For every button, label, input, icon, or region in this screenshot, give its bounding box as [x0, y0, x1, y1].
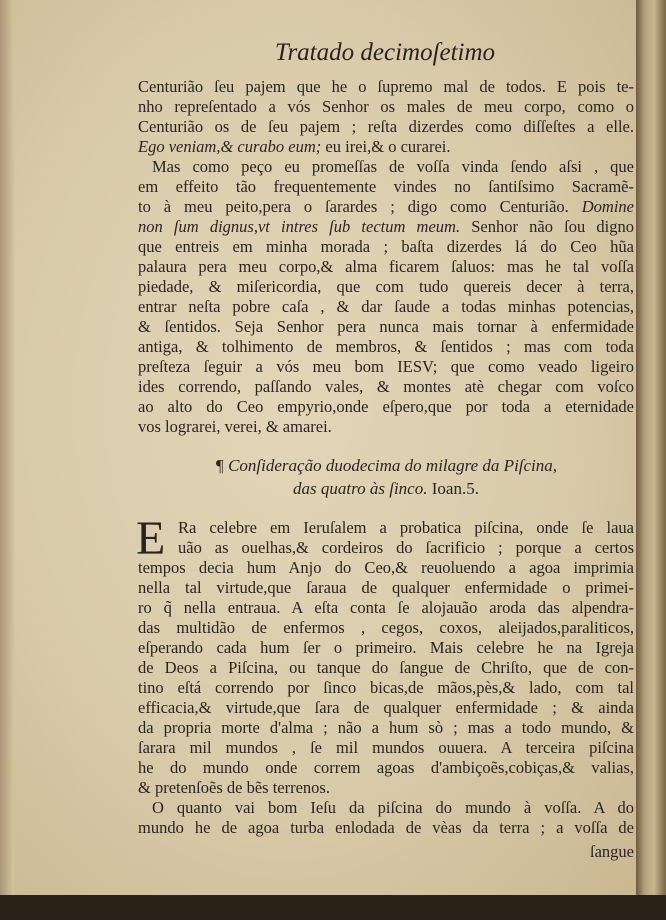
text-line: de Deos a Piſcina, ou tanque do ſangue de Chriſto, que de con-: [138, 658, 634, 677]
body-text-top: [138, 77, 634, 437]
text-line: entrar neſta pobre caſa , & dar ſaude a todas minhas potencias,: [138, 297, 634, 316]
text-line: da propria morte d'alma ; não a hum sò ; mas a todo mundo, &: [138, 718, 634, 737]
heading-line: [138, 477, 634, 500]
text-line: vos lograrei, verei, & amarei.: [138, 417, 332, 436]
scripture-reference: Ioan.5.: [431, 479, 479, 498]
text-line: ides correndo, paſſando vales, & montes atè chegar com voſco: [138, 377, 634, 396]
latin-quote: non ſum dignus,vt intres ſub tectum meum.: [138, 217, 461, 236]
text-line: nho repreſentado a vós Senhor os males de meu corpo, como o: [138, 97, 634, 116]
text-line: he do mundo onde correm agoas d'ambiçoẽs,cobiças,& valias,: [138, 758, 634, 777]
text-span: eu irei,& o curarei.: [321, 137, 451, 156]
text-line: tempos decia hum Anjo do Ceo,& reuoluendo a agoa imprimia: [138, 558, 634, 577]
section-heading: [138, 454, 634, 500]
text-line: efficacia,& virtude,que ſara de qualquer enfermidade ; & ainda: [138, 698, 634, 717]
latin-quote: Ego veniam,& curabo eum;: [138, 137, 322, 156]
text-line: Centurião ſeu pajem que he o ſupremo mal de todos. E pois te-: [138, 77, 634, 96]
text-line: em effeito tão frequentemente vindes no ſantiſsimo Sacramẽ-: [138, 177, 634, 196]
text-line: Mas como peço eu promeſſas de voſſa vinda ſendo aſsi , que: [152, 157, 634, 176]
scan-bottom-border: [0, 895, 666, 920]
text-line: ao alto do Ceo empyrio,onde eſpero,que por toda a eternidade: [138, 397, 634, 416]
catchword: ſangue: [590, 842, 634, 861]
text-line: antiga, & tolhimento de membros, & ſentidos ; mas com toda: [138, 337, 634, 356]
text-line: eſperando cada hum ſer o primeiro. Mais celebre he na Igreja: [138, 638, 634, 657]
text-line: Centurião os de ſeu pajem ; reſta dizerdes como diſſeſtes a elle.: [138, 117, 634, 136]
text-line: uão as ouelhas,& cordeiros do ſacrificio ; porque a certos: [178, 538, 634, 557]
heading-line: ¶ Conſideração duodecima do milagre da Piſcina,: [214, 456, 558, 475]
text-line: & ſentidos. Seja Senhor pera nunca mais tornar à enfermidade: [138, 317, 634, 336]
text-line: preſteza ſeguir a vós meu bom IESV; que como veado ligeiro: [138, 357, 634, 376]
text-line: [138, 197, 634, 217]
text-line: [138, 217, 634, 237]
running-title: Tratado decimoſetimo: [274, 39, 496, 66]
text-line: ſarara mil mundos , ſe mil mundos ouuera. A terceira piſcina: [138, 738, 634, 757]
latin-quote: Domine: [581, 197, 634, 216]
text-line: ro q̃ nella entraua. A eſta conta ſe alojauão aroda das alpendra-: [138, 598, 634, 617]
body-text-bottom: [136, 512, 634, 838]
text-line: das multidão de enfermos , cegos, coxos, aleijados,paraliticos,: [138, 618, 634, 637]
text-span: to à meu peito,pera o ſarardes ; digo como Centurião.: [138, 197, 582, 216]
text-line: mundo he de agoa turba enlodada de vèas da terra ; a voſſa de: [138, 818, 634, 837]
heading-text: das quatro às ſinco.: [293, 479, 428, 498]
text-line: [138, 137, 634, 157]
text-line: palaura pera meu corpo,& alma ficarem ſaluos: mas he tal voſſa: [138, 257, 634, 276]
text-line: piedade, & miſericordia, que com tudo quereis decer à terra,: [138, 277, 634, 296]
book-binding-edge: [636, 0, 666, 920]
text-line: tino eſtá correndo por ſinco bicas,de mãos,pès,& lado, com tal: [138, 678, 634, 697]
text-line: Ra celebre em Ieruſalem a probatica piſcina, onde ſe laua: [178, 518, 634, 537]
text-line: nella tal virtude,que ſaraua de qualquer enfermidade o primei-: [138, 578, 634, 597]
text-line: & pretenſoẽs de bẽs terrenos.: [138, 778, 330, 797]
text-span: Senhor não ſou digno: [460, 217, 634, 236]
drop-cap: E: [136, 512, 166, 565]
page-edge-shadow: [0, 0, 14, 900]
text-line: O quanto vai bom Ieſu da piſcina do mundo à voſſa. A do: [152, 798, 634, 817]
text-line: que entreis em minha morada ; baſta dizerdes lá do Ceo hũa: [138, 237, 634, 256]
